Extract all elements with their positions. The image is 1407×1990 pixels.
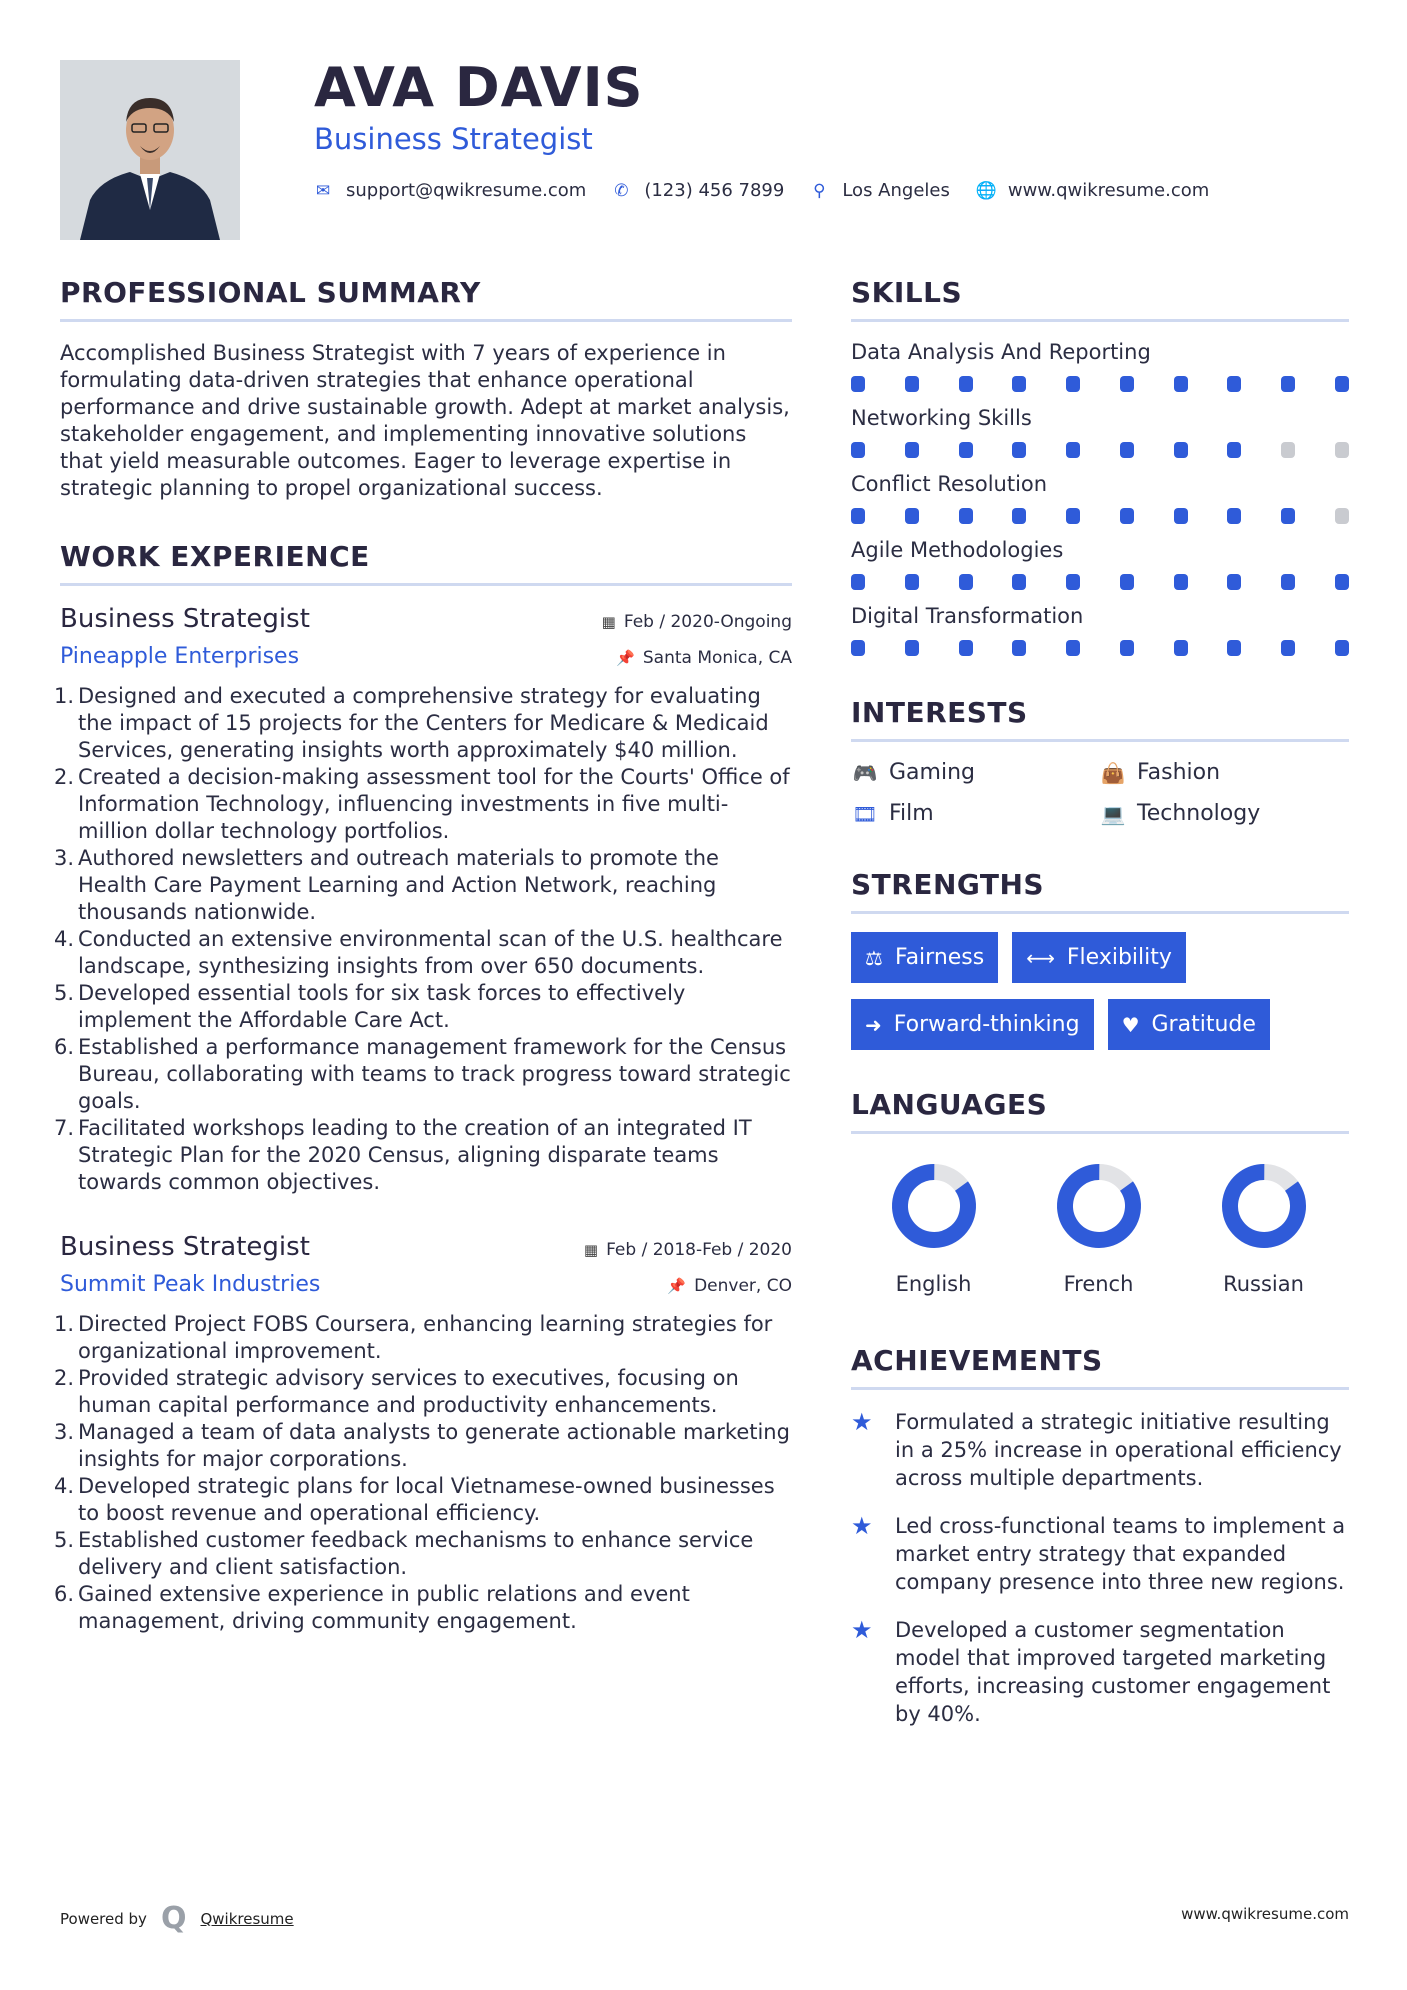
strengths-list	[851, 932, 1349, 1050]
strength-tag: ⚖ Fairness	[851, 932, 998, 983]
job-entry	[54, 1232, 792, 1635]
candidate-name: AVA DAVIS	[314, 56, 644, 119]
profile-photo	[60, 60, 240, 240]
list-item: 3. Managed a team of data analysts to generate actionable marketing insights for major corporations.	[54, 1420, 790, 1471]
list-item: 3. Authored newsletters and outreach materials to promote the Health Care Payment Learning and Action Network, reaching thousands nationwide.	[54, 846, 719, 924]
skill-dot	[1120, 640, 1134, 656]
left-column	[54, 276, 792, 1635]
skill-dot	[1120, 442, 1134, 458]
skill-dot	[959, 376, 973, 392]
language-ring-fill	[1055, 1162, 1143, 1250]
heart-icon: ♥	[1121, 1012, 1140, 1037]
skill-dot	[905, 508, 919, 524]
calendar-icon: ▦	[583, 1241, 599, 1259]
strength-tag: ⟷ Flexibility	[1012, 932, 1186, 983]
brand-link[interactable]: Qwikresume	[200, 1909, 294, 1928]
interest-item: 🎞 Film	[852, 801, 934, 826]
arrow-right-icon: ➜	[865, 1012, 882, 1037]
star-icon: ★	[851, 1512, 873, 1540]
list-item: 7. Facilitated workshops leading to the creation of an integrated IT Strategic Plan for the 2020 Census, aligning disparate teams towards common objectives.	[54, 1116, 752, 1194]
skill-dot	[1066, 574, 1080, 590]
job-title: Business Strategist	[60, 1232, 310, 1262]
star-icon: ★	[851, 1616, 873, 1644]
laptop-icon: 💻	[1100, 801, 1126, 826]
right-column	[851, 276, 1349, 1748]
skill-dot	[905, 574, 919, 590]
languages-heading: LANGUAGES	[851, 1088, 1349, 1134]
pin-icon: 📌	[667, 1277, 687, 1295]
shopping-bag-icon: 👜	[1100, 760, 1126, 785]
skill-rating	[851, 640, 1349, 656]
calendar-icon: ▦	[601, 613, 616, 631]
skill-dot	[959, 574, 973, 590]
experience-heading: WORK EXPERIENCE	[60, 540, 792, 586]
skill-dot	[959, 442, 973, 458]
summary-text: Accomplished Business Strategist with 7 years of experience in formulating data-driven strategies that enhance operational performance and drive sustainable growth. Adept at market analysis, stakeholder engagement, and implementing innovative solutions that yield measurable outcomes. Eager to leverage expertise in strategic planning to propel organizational success.	[60, 341, 790, 500]
list-item: 4. Conducted an extensive environmental scan of the U.S. healthcare landscape, synthesizing insights from over 650 documents.	[54, 927, 783, 978]
interests-heading: INTERESTS	[851, 696, 1349, 742]
skill-dot	[1012, 574, 1026, 590]
summary-heading: PROFESSIONAL SUMMARY	[60, 276, 792, 322]
skill-name: Digital Transformation	[851, 604, 1084, 628]
gamepad-icon: 🎮	[852, 760, 878, 785]
contact-bar	[314, 180, 1235, 201]
interests-list	[851, 760, 1349, 826]
skill-dot	[1012, 640, 1026, 656]
skill-dot	[1281, 574, 1295, 590]
skill-dot	[851, 508, 865, 524]
list-item: 5. Established customer feedback mechanisms to enhance service delivery and client satisfaction.	[54, 1528, 754, 1579]
envelope-icon: ✉	[315, 180, 331, 201]
skill-item	[851, 472, 1349, 524]
skill-name: Networking Skills	[851, 406, 1032, 430]
skill-rating	[851, 442, 1349, 458]
job-entry	[54, 604, 792, 1196]
skill-dot	[1012, 376, 1026, 392]
skill-rating	[851, 376, 1349, 392]
footer-website[interactable]: www.qwikresume.com	[1181, 1905, 1349, 1923]
skill-dot	[1174, 640, 1188, 656]
job-location: Denver, CO	[694, 1276, 792, 1296]
candidate-title: Business Strategist	[314, 122, 593, 156]
strengths-heading: STRENGTHS	[851, 868, 1349, 914]
skill-dot	[1227, 442, 1241, 458]
skill-dot	[905, 376, 919, 392]
skill-dot	[905, 442, 919, 458]
skill-dot	[1335, 508, 1349, 524]
language-name: Russian	[1223, 1272, 1304, 1296]
achievements-list	[851, 1408, 1349, 1728]
job-bullets	[54, 1311, 792, 1635]
star-icon: ★	[851, 1408, 873, 1436]
language-item	[851, 1162, 1016, 1296]
skill-dot	[1120, 376, 1134, 392]
skill-item	[851, 406, 1349, 458]
skill-dot	[1066, 508, 1080, 524]
company-name: Pineapple Enterprises	[60, 644, 300, 669]
list-item: 6. Gained extensive experience in public relations and event management, driving community engagement.	[54, 1582, 690, 1633]
skill-item	[851, 604, 1349, 656]
globe-icon: 🌐	[975, 180, 998, 201]
skill-dot	[905, 640, 919, 656]
skills-list	[851, 340, 1349, 656]
language-item	[1181, 1162, 1346, 1296]
skill-dot	[1174, 442, 1188, 458]
list-item: 1. Directed Project FOBS Coursera, enhancing learning strategies for organizational improvement.	[54, 1312, 773, 1363]
list-item: 2. Created a decision-making assessment tool for the Courts' Office of Information Technology, influencing investments in five multi-million dollar technology portfolios.	[54, 765, 790, 843]
skill-dot	[1281, 640, 1295, 656]
skill-name: Agile Methodologies	[851, 538, 1064, 562]
languages-list	[851, 1162, 1349, 1296]
language-name: English	[895, 1272, 972, 1296]
strength-tag: ➜ Forward-thinking	[851, 999, 1094, 1050]
language-name: French	[1063, 1272, 1134, 1296]
job-title: Business Strategist	[60, 604, 310, 634]
skill-dot	[851, 442, 865, 458]
language-ring-fill	[1220, 1162, 1308, 1250]
phone-icon: ✆	[614, 180, 629, 201]
skill-dot	[1281, 376, 1295, 392]
contact-location: Los Angeles	[842, 180, 950, 201]
job-date: Feb / 2018-Feb / 2020	[606, 1240, 792, 1260]
skill-dot	[1335, 376, 1349, 392]
skill-dot	[1066, 442, 1080, 458]
achievement-item: ★ Led cross-functional teams to implement a market entry strategy that expanded company presence into three new regions.	[851, 1512, 1346, 1594]
skill-dot	[1120, 574, 1134, 590]
skill-dot	[1335, 640, 1349, 656]
job-bullets	[54, 683, 792, 1196]
language-ring-fill	[890, 1162, 978, 1250]
language-item	[1016, 1162, 1181, 1296]
interest-item: 🎮 Gaming	[852, 760, 975, 785]
qwikresume-logo-icon: Q	[160, 1901, 187, 1936]
skill-dot	[1174, 508, 1188, 524]
arrows-h-icon: ⟷	[1026, 945, 1055, 970]
achievement-item: ★ Developed a customer segmentation model that improved targeted marketing efforts, increasing customer engagement by 40%.	[851, 1616, 1331, 1726]
contact-email[interactable]: support@qwikresume.com	[346, 180, 587, 201]
achievements-heading: ACHIEVEMENTS	[851, 1344, 1349, 1390]
skill-dot	[1281, 508, 1295, 524]
skill-dot	[1012, 442, 1026, 458]
skill-name: Data Analysis And Reporting	[851, 340, 1151, 364]
job-location: Santa Monica, CA	[642, 648, 792, 668]
company-name: Summit Peak Industries	[60, 1272, 321, 1297]
skill-dot	[1012, 508, 1026, 524]
skill-dot	[1335, 442, 1349, 458]
skill-dot	[1174, 574, 1188, 590]
skill-item	[851, 340, 1349, 392]
list-item: 5. Developed essential tools for six task forces to effectively implement the Affordable Care Act.	[54, 981, 686, 1032]
skill-dot	[1066, 640, 1080, 656]
language-ring	[1055, 1162, 1143, 1250]
interest-item: 👜 Fashion	[1100, 760, 1221, 785]
skill-dot	[1174, 376, 1188, 392]
contact-website[interactable]: www.qwikresume.com	[1007, 180, 1210, 201]
skill-dot	[1120, 508, 1134, 524]
skill-dot	[1227, 508, 1241, 524]
powered-by-label: Powered by	[60, 1909, 147, 1928]
skills-heading: SKILLS	[851, 276, 1349, 322]
strength-tag: ♥ Gratitude	[1108, 999, 1270, 1050]
pin-icon: 📌	[616, 649, 635, 667]
achievement-item: ★ Formulated a strategic initiative resulting in a 25% increase in operational efficiency across multiple departments.	[851, 1408, 1342, 1490]
skill-dot	[1066, 376, 1080, 392]
film-icon: 🎞	[852, 801, 878, 826]
skill-rating	[851, 574, 1349, 590]
balance-scale-icon: ⚖	[865, 945, 883, 970]
footer-powered	[60, 1901, 294, 1936]
skill-dot	[959, 508, 973, 524]
list-item: 2. Provided strategic advisory services to executives, focusing on human capital performance and productivity enhancements.	[54, 1366, 739, 1417]
interest-item: 💻 Technology	[1100, 801, 1261, 826]
language-ring	[890, 1162, 978, 1250]
language-ring	[1220, 1162, 1308, 1250]
list-item: 4. Developed strategic plans for local Vietnamese-owned businesses to boost revenue and operational efficiency.	[54, 1474, 775, 1525]
skill-dot	[851, 640, 865, 656]
skill-rating	[851, 508, 1349, 524]
skill-dot	[1335, 574, 1349, 590]
job-date: Feb / 2020-Ongoing	[623, 612, 792, 632]
skill-dot	[851, 376, 865, 392]
skill-item	[851, 538, 1349, 590]
contact-phone[interactable]: (123) 456 7899	[644, 180, 785, 201]
list-item: 6. Established a performance management framework for the Census Bureau, collaborating with teams to track progress toward strategic goals.	[54, 1035, 791, 1113]
skill-dot	[1227, 640, 1241, 656]
skill-dot	[1227, 574, 1241, 590]
skill-dot	[959, 640, 973, 656]
skill-dot	[1227, 376, 1241, 392]
skill-name: Conflict Resolution	[851, 472, 1048, 496]
skill-dot	[1281, 442, 1295, 458]
list-item: 1. Designed and executed a comprehensive strategy for evaluating the impact of 15 projects for the Centers for Medicare & Medicaid Services, generating insights worth approximately $40 million.	[54, 684, 769, 762]
map-marker-icon: ⚲	[813, 180, 826, 201]
skill-dot	[851, 574, 865, 590]
